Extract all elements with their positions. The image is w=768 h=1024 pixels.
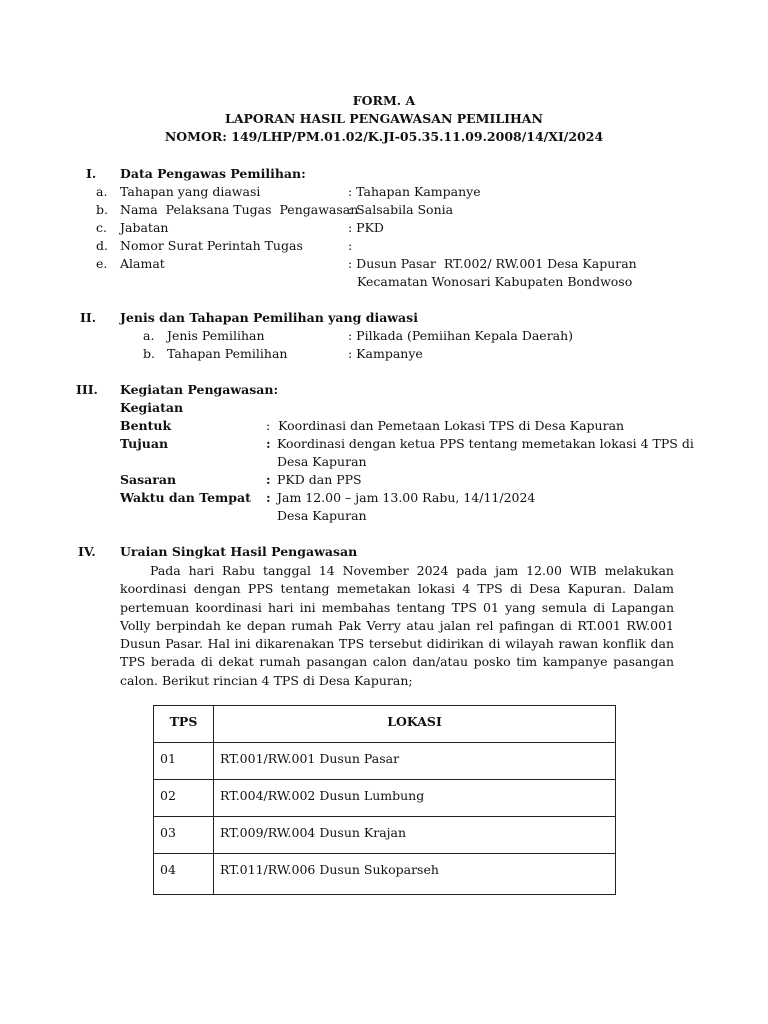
report-title: LAPORAN HASIL PENGAWASAN PEMILIHAN	[225, 111, 543, 126]
item-letter: a.	[143, 328, 155, 343]
waktu-label: Waktu dan Tempat	[120, 490, 251, 505]
field-label: Alamat	[120, 256, 165, 271]
section-3-title: Kegiatan Pengawasan:	[120, 382, 279, 397]
tps-number: 03	[154, 817, 214, 854]
tps-number: 04	[154, 854, 214, 895]
report-number: NOMOR: 149/LHP/PM.01.02/K.JI-05.35.11.09.2008/14/XI/2024	[164, 129, 604, 144]
tps-number: 01	[154, 743, 214, 780]
section-2-title: Jenis dan Tahapan Pemilihan yang diawasi	[120, 310, 418, 325]
waktu-value-continued: Desa Kapuran	[277, 508, 367, 523]
section-1-title: Data Pengawas Pemilihan:	[120, 166, 306, 181]
item-letter: b.	[96, 202, 108, 217]
tps-location: RT.009/RW.004 Dusun Krajan	[214, 817, 616, 854]
field-value-continued: Kecamatan Wonosari Kabupaten Bondwoso	[357, 274, 633, 289]
section-4-title: Uraian Singkat Hasil Pengawasan	[120, 544, 358, 559]
field-label: Nomor Surat Perintah Tugas	[120, 238, 303, 253]
field-value: : Salsabila Sonia	[348, 202, 454, 217]
tps-location: RT.011/RW.006 Dusun Sukoparseh	[214, 854, 616, 895]
item-letter: d.	[96, 238, 108, 253]
sasaran-label: Sasaran	[120, 472, 177, 487]
field-value: :	[348, 238, 353, 253]
item-letter: b.	[143, 346, 155, 361]
section-4-number: IV.	[78, 544, 96, 559]
tps-table	[153, 705, 616, 895]
tujuan-value-continued: Desa Kapuran	[277, 454, 367, 469]
field-label: Jenis Pemilihan	[167, 328, 265, 343]
field-label: Tahapan yang diawasi	[120, 184, 261, 199]
header-lokasi: LOKASI	[214, 706, 616, 743]
field-value: : Pilkada (Pemiihan Kepala Daerah)	[348, 328, 574, 343]
field-value: : Tahapan Kampanye	[348, 184, 481, 199]
waktu-colon: :	[266, 490, 271, 505]
section-2-number: II.	[80, 310, 97, 325]
table-row	[154, 854, 616, 895]
tujuan-colon: :	[266, 436, 271, 451]
item-letter: e.	[96, 256, 108, 271]
tps-location: RT.001/RW.001 Dusun Pasar	[214, 743, 616, 780]
field-value: : PKD	[348, 220, 384, 235]
tps-number: 02	[154, 780, 214, 817]
item-letter: a.	[96, 184, 108, 199]
table-row	[154, 743, 616, 780]
field-label: Tahapan Pemilihan	[167, 346, 288, 361]
bentuk-value: : Koordinasi dan Pemetaan Lokasi TPS di Desa Kapuran	[266, 418, 625, 433]
field-value: : Dusun Pasar RT.002/ RW.001 Desa Kapuran	[348, 256, 637, 271]
tujuan-label: Tujuan	[120, 436, 169, 451]
waktu-value: Jam 12.00 – jam 13.00 Rabu, 14/11/2024	[277, 490, 536, 505]
sasaran-value: PKD dan PPS	[277, 472, 362, 487]
table-header-row	[154, 706, 616, 743]
section-3-number: III.	[76, 382, 98, 397]
item-letter: c.	[96, 220, 107, 235]
field-label: Nama Pelaksana Tugas Pengawasan	[120, 202, 359, 217]
header-tps: TPS	[154, 706, 214, 743]
section-1-number: I.	[86, 166, 97, 181]
form-label: FORM. A	[352, 93, 416, 108]
table-row	[154, 817, 616, 854]
table-row	[154, 780, 616, 817]
kegiatan-heading: Kegiatan	[120, 400, 184, 415]
field-label: Jabatan	[120, 220, 169, 235]
sasaran-colon: :	[266, 472, 271, 487]
summary-paragraph: Pada hari Rabu tanggal 14 November 2024 pada jam 12.00 WIB melakukan koordinasi dengan PPS tentang memetakan lokasi 4 TPS di Desa Kapuran. Dalam pertemuan koordinasi hari ini membahas tentang TPS 01 yang semula di Lapangan Volly berpindah ke depan rumah Pak Verry atau jalan rel pafingan di RT.001 RW.001 Dusun Pasar. Hal ini dikarenakan TPS tersebut didirikan di wilayah rawan konflik dan TPS berada di dekat rumah pasangan calon dan/atau posko tim kampanye pasangan calon. Berikut rincian 4 TPS di Desa Kapuran;	[120, 563, 674, 688]
tps-location: RT.004/RW.002 Dusun Lumbung	[214, 780, 616, 817]
bentuk-label: Bentuk	[120, 418, 172, 433]
field-value: : Kampanye	[348, 346, 423, 361]
tujuan-value: Koordinasi dengan ketua PPS tentang memetakan lokasi 4 TPS di	[277, 436, 694, 451]
